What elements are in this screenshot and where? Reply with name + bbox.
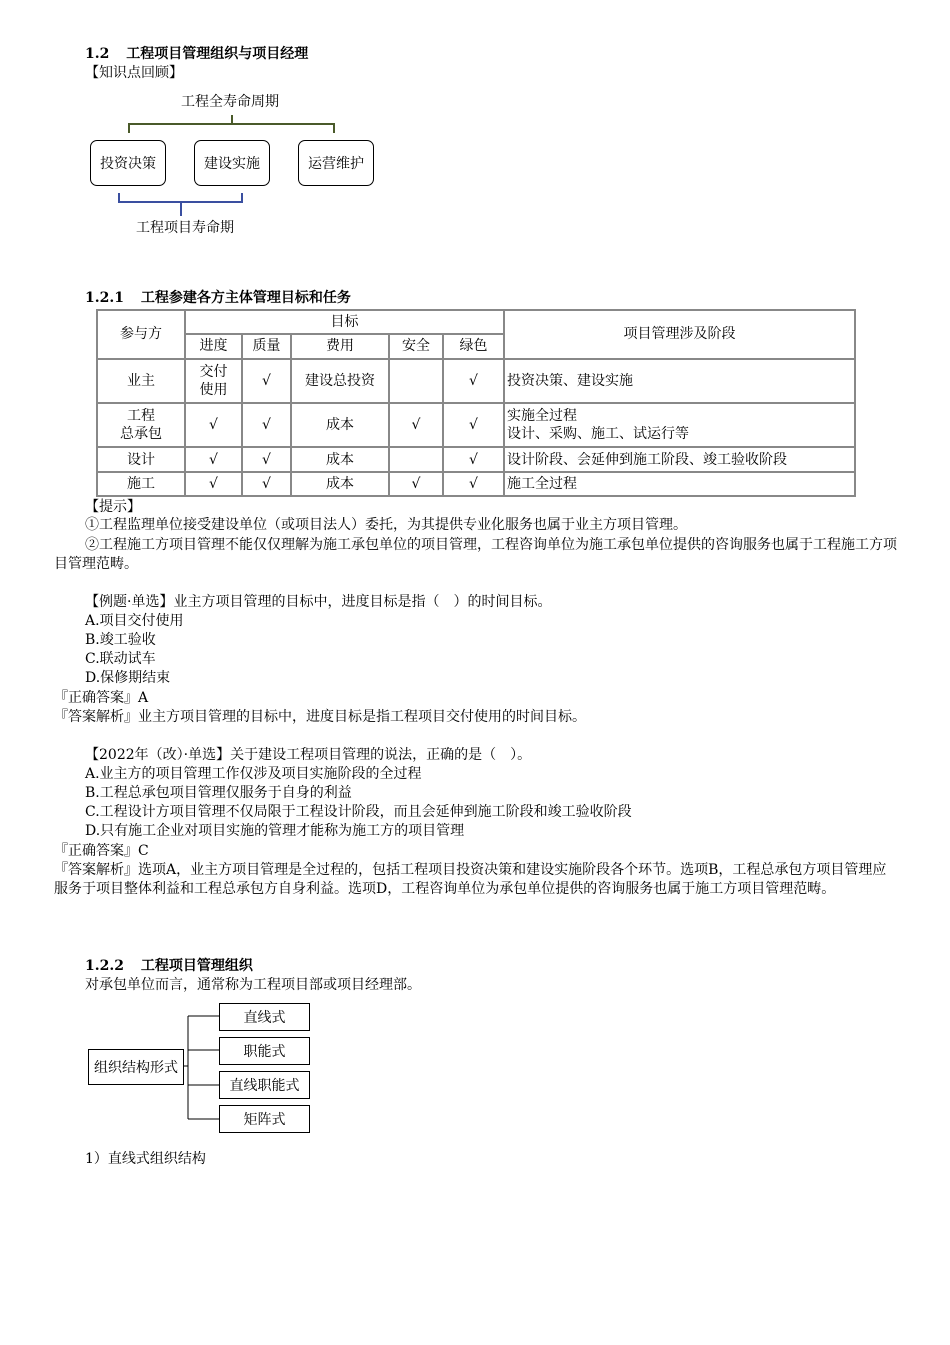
- cell-schedule: √: [185, 472, 242, 496]
- cell-cost: 成本: [291, 472, 389, 496]
- header-cost: 费用: [291, 334, 389, 358]
- tip-item: ①工程监理单位接受建设单位（或项目法人）委托，为其提供专业化服务也属于业主方项目管理。: [85, 517, 687, 533]
- example-analysis: 『答案解析』选项A，业主方项目管理是全过程的，包括工程项目投资决策和建设实施阶段各个环节。选项B，工程总承包方项目管理应服务于项目整体利益和工程总承包方自身利益。选项D，工程咨询单位为承包单位提供的咨询服务也属于施工方项目管理范畴。: [54, 862, 887, 897]
- cell-cost: 建设总投资: [291, 359, 389, 403]
- example-option: C.联动试车: [85, 651, 156, 667]
- cell-party: 设计: [97, 447, 185, 471]
- box-investment-decision: 投资决策: [90, 140, 166, 186]
- cell-cost: 成本: [291, 447, 389, 471]
- cell-green: √: [443, 472, 504, 496]
- cell-stage: 施工全过程: [504, 472, 855, 496]
- example-analysis: 『答案解析』业主方项目管理的目标中，进度目标是指工程项目交付使用的时间目标。: [54, 709, 586, 725]
- cell-safety: √: [389, 472, 443, 496]
- cell-party: 施工: [97, 472, 185, 496]
- subsection-title: 工程项目管理组织: [140, 958, 253, 974]
- subsection-number: 1.2.2: [85, 958, 124, 974]
- subsection-number: 1.2.1: [85, 290, 124, 306]
- cell-quality: √: [242, 359, 291, 403]
- cell-schedule: 交付 使用: [185, 359, 242, 403]
- example-option: C.工程设计方项目管理不仅局限于工程设计阶段，而且会延伸到施工阶段和竣工验收阶段: [85, 804, 632, 820]
- cell-quality: √: [242, 403, 291, 447]
- example-answer: 『正确答案』C: [54, 843, 149, 859]
- org-connector-lines: [184, 1016, 219, 1119]
- cell-stage: 投资决策、建设实施: [504, 359, 855, 403]
- example-question: 【例题·单选】业主方项目管理的目标中，进度目标是指（ ）的时间目标。: [85, 594, 552, 610]
- recall-label: 【知识点回顾】: [85, 65, 183, 81]
- header-schedule: 进度: [185, 334, 242, 358]
- lifecycle-bottom-label: 工程项目寿命期: [136, 220, 234, 236]
- subheading-line-org: 1）直线式组织结构: [85, 1151, 206, 1167]
- example-answer: 『正确答案』A: [54, 690, 149, 706]
- org-type-line: 直线式: [219, 1003, 310, 1031]
- cell-quality: √: [242, 447, 291, 471]
- org-type-line-functional: 直线职能式: [219, 1071, 310, 1099]
- example-option: D.只有施工企业对项目实施的管理才能称为施工方的项目管理: [85, 823, 465, 839]
- header-goals: 目标: [185, 310, 504, 334]
- example-option: B.竣工验收: [85, 632, 156, 648]
- cell-green: √: [443, 359, 504, 403]
- lifecycle-top-label: 工程全寿命周期: [181, 94, 279, 110]
- section-number: 1.2: [85, 46, 110, 62]
- cell-schedule: √: [185, 447, 242, 471]
- org-type-matrix: 矩阵式: [219, 1105, 310, 1133]
- example-question: 【2022年（改）·单选】关于建设工程项目管理的说法，正确的是（ ）。: [85, 747, 532, 763]
- example-option: B.工程总承包项目管理仅服务于自身的利益: [85, 785, 352, 801]
- header-stage: 项目管理涉及阶段: [504, 310, 855, 359]
- cell-safety: √: [389, 403, 443, 447]
- box-construction-implementation: 建设实施: [194, 140, 270, 186]
- cell-party: 业主: [97, 359, 185, 403]
- box-operation-maintenance: 运营维护: [298, 140, 374, 186]
- tip-item: ②工程施工方项目管理不能仅仅理解为施工承包单位的项目管理，工程咨询单位为施工承包单位提供的咨询服务也属于工程施工方项目管理范畴。: [54, 537, 897, 572]
- cell-quality: √: [242, 472, 291, 496]
- org-type-functional: 职能式: [219, 1037, 310, 1065]
- cell-cost: 成本: [291, 403, 389, 447]
- example-option: A.项目交付使用: [85, 613, 184, 629]
- header-quality: 质量: [242, 334, 291, 358]
- org-root-box: 组织结构形式: [88, 1049, 184, 1085]
- cell-schedule: √: [185, 403, 242, 447]
- cell-party: 工程 总承包: [97, 403, 185, 447]
- subsection-intro: 对承包单位而言，通常称为工程项目部或项目经理部。: [85, 977, 421, 993]
- section-title: 工程项目管理组织与项目经理: [126, 46, 309, 62]
- example-option: D.保修期结束: [85, 670, 171, 686]
- header-party: 参与方: [97, 310, 185, 359]
- cell-stage: 设计阶段、会延伸到施工阶段、竣工验收阶段: [504, 447, 855, 471]
- subsection-title: 工程参建各方主体管理目标和任务: [140, 290, 351, 306]
- cell-green: √: [443, 403, 504, 447]
- tips-label: 【提示】: [85, 499, 141, 515]
- header-safety: 安全: [389, 334, 443, 358]
- cell-stage: 实施全过程 设计、采购、施工、试运行等: [504, 403, 855, 447]
- header-green: 绿色: [443, 334, 504, 358]
- cell-green: √: [443, 447, 504, 471]
- example-option: A.业主方的项目管理工作仅涉及项目实施阶段的全过程: [85, 766, 422, 782]
